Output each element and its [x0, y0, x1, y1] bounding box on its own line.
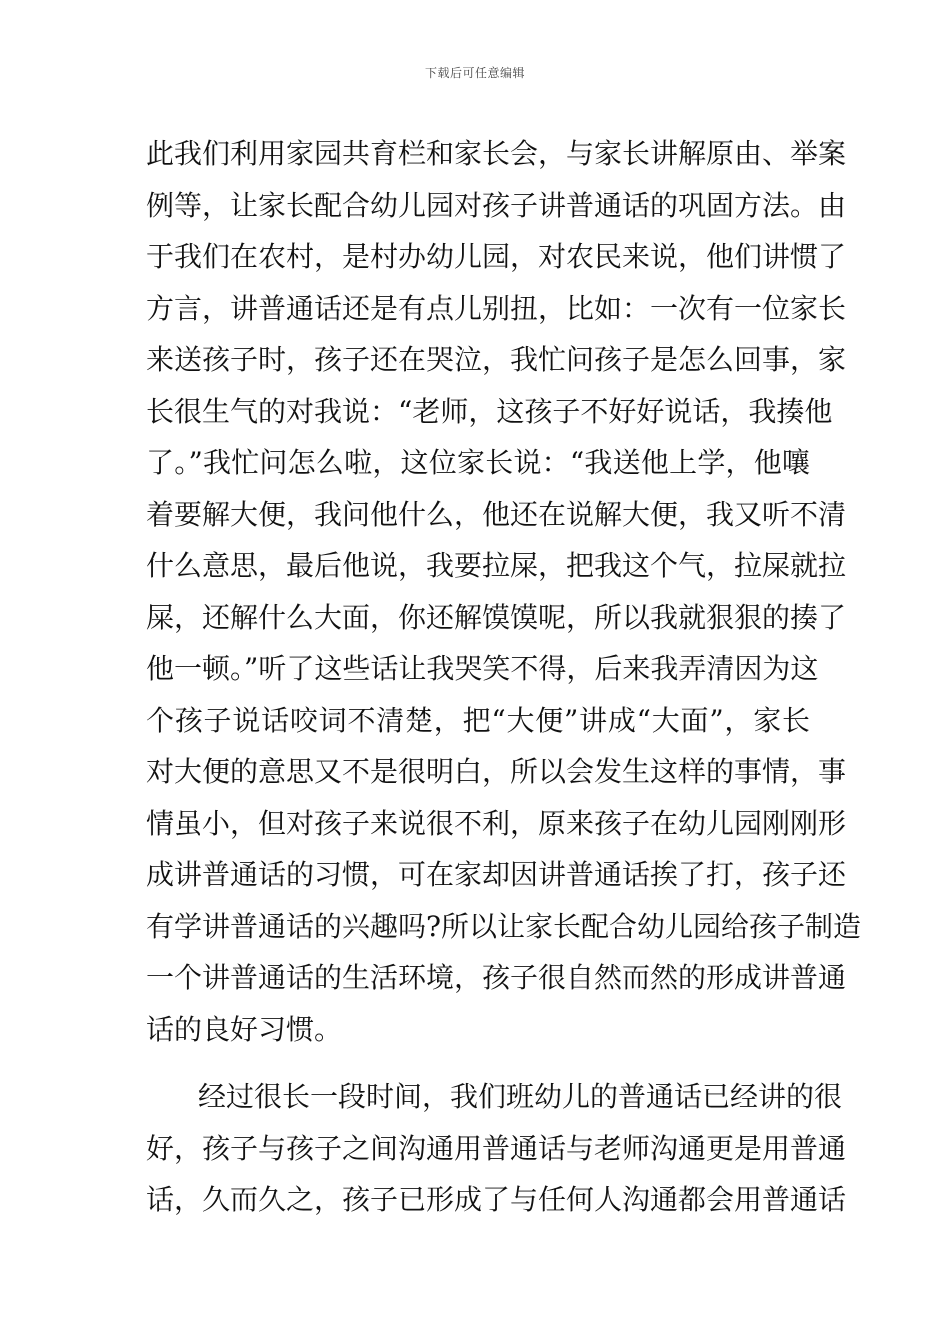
text-line: 经过很长一段时间，我们班幼儿的普通话已经讲的很: [198, 1080, 843, 1113]
text-line: 屎，还解什么大面，你还解馍馍呢，所以我就狠狠的揍了: [146, 600, 847, 634]
text-line: 成讲普通话的习惯，可在家却因讲普通话挨了打，孩子还: [146, 858, 847, 891]
text-line: 对大便的意思又不是很明白，所以会发生这样的事情，事: [146, 755, 847, 788]
text-line: 于我们在农村，是村办幼儿园，对农民来说，他们讲惯了: [146, 240, 847, 273]
text-line: 话的良好习惯。: [146, 1012, 343, 1046]
text-line: 方言，讲普通话还是有点儿别扭，比如：一次有一位家长: [146, 291, 847, 325]
text-line: 个孩子说话咬词不清楚，把“大便”讲成“大面”，家长: [146, 703, 810, 737]
text-line: 话，久而久之，孩子已形成了与任何人沟通都会用普通话: [146, 1183, 847, 1216]
text-line: 什么意思，最后他说，我要拉屎，把我这个气，拉屎就拉: [146, 549, 847, 582]
text-line: 一个讲普通话的生活环境，孩子很自然而然的形成讲普通: [146, 961, 847, 994]
paragraph-2: [146, 1071, 847, 1226]
paragraph-1: [146, 128, 862, 1055]
text-line: 了。”我忙问怎么啦，这位家长说：“我送他上学，他嚷: [146, 446, 810, 479]
text-line: 此我们利用家园共育栏和家长会，与家长讲解原由、举案: [146, 137, 847, 170]
text-line: 着要解大便，我问他什么，他还在说解大便，我又听不清: [146, 497, 847, 531]
text-line: 来送孩子时，孩子还在哭泣，我忙问孩子是怎么回事，家: [146, 343, 847, 376]
text-line: 有学讲普通话的兴趣吗?所以让家长配合幼儿园给孩子制造: [146, 909, 862, 943]
text-line: 长很生气的对我说：“老师，这孩子不好好说话，我揍他: [146, 394, 833, 428]
text-line: 他一顿。”听了这些话让我哭笑不得，后来我弄清因为这: [146, 652, 819, 685]
text-line: 情虽小，但对孩子来说很不利，原来孩子在幼儿园刚刚形: [146, 806, 847, 840]
text-line: 例等，让家长配合幼儿园对孩子讲普通话的巩固方法。由: [146, 188, 847, 222]
page-header: 下载后可任意编辑: [424, 66, 525, 80]
text-line: 好，孩子与孩子之间沟通用普通话与老师沟通更是用普通: [146, 1131, 847, 1165]
